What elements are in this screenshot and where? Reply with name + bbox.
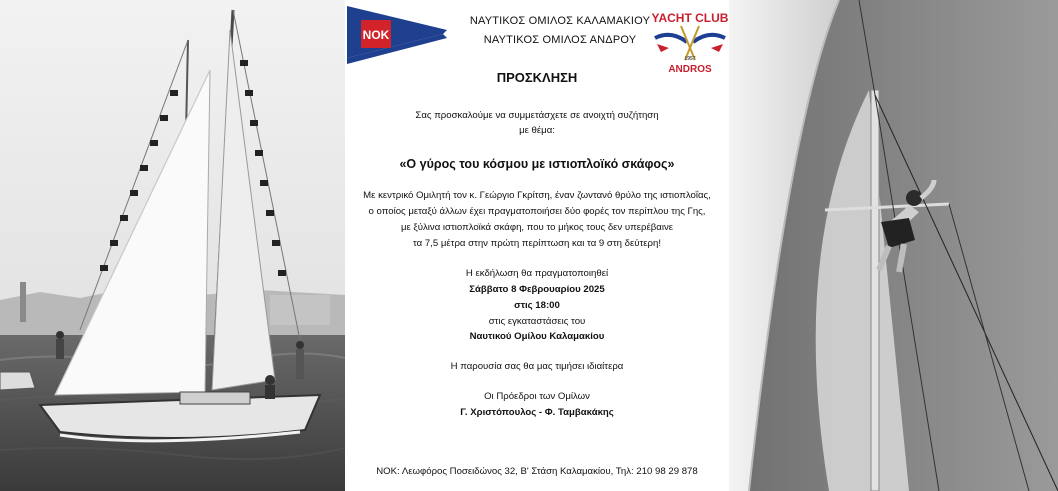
body-line-4: τα 7,5 μέτρα στην πρώτη περίπτωση και τα 9 στη δεύτερη!: [412, 238, 662, 249]
discussion-theme: «Ο γύρος του κόσμου με ιστιοπλοϊκό σκάφος»: [399, 157, 675, 171]
club-name-andros: ΝΑΥΤΙΚΟΣ ΟΜΙΛΟΣ ΑΝΔΡΟΥ: [483, 34, 637, 46]
body-line-1: Με κεντρικό Ομιλητή τον κ. Γεώργιο Γκρίτση, έναν ζωντανό θρύλο της ιστιοπλοΐας,: [363, 190, 711, 201]
event-line: Η εκδήλωση θα πραγματοποιηθεί: [465, 268, 609, 279]
venue-line-2: Ναυτικού Ομίλου Καλαμακίου: [469, 331, 605, 342]
intro-line-2: με θέμα:: [519, 125, 555, 136]
invitation-title: ΠΡΟΣΚΛΗΣΗ: [496, 70, 578, 85]
event-time: στις 18:00: [514, 300, 560, 311]
nok-logo: [347, 6, 447, 69]
body-line-3: με ξύλινα ιστιοπλοϊκά σκάφη, που το μήκος τους δεν υπερέβαινε: [400, 222, 674, 233]
body-line-2: ο οποίος μεταξύ άλλων έχει πραγματοποιήσει δύο φορές τον περίπλου της Γης,: [368, 206, 706, 217]
sailor-mast-photo-right: [729, 0, 1058, 491]
sailboat-photo-left: [0, 0, 345, 491]
closing-line: Η παρουσία σας θα μας τιμήσει ιδιαίτερα: [450, 361, 624, 372]
presidents-names: Γ. Χριστόπουλος - Φ. Ταμβακάκης: [460, 407, 614, 418]
intro-line-1: Σας προσκαλούμε να συμμετάσχετε σε ανοιχτή συζήτηση: [415, 110, 659, 121]
club-name-kalamaki: ΝΑΥΤΙΚΟΣ ΟΜΙΛΟΣ ΚΑΛΑΜΑΚΙΟΥ: [469, 15, 651, 27]
yacht-club-logo-bottom-text: ANDROS: [668, 64, 712, 75]
venue-line-1: στις εγκαταστάσεις του: [488, 316, 586, 327]
footer-address: ΝΟΚ: Λεωφόρος Ποσειδώνος 32, Β' Στάση Καλαμακίου, Τηλ: 210 98 29 878: [376, 466, 698, 477]
invitation-card: [345, 0, 729, 491]
yacht-club-logo-year: 1957: [684, 56, 696, 62]
yacht-club-logo-top-text: YACHT CLUB: [651, 11, 729, 25]
event-date: Σάββατο 8 Φεβρουαρίου 2025: [469, 284, 605, 295]
signoff-line: Οι Πρόεδροι των Ομίλων: [484, 391, 590, 402]
nok-logo-text: NOK: [362, 28, 390, 42]
